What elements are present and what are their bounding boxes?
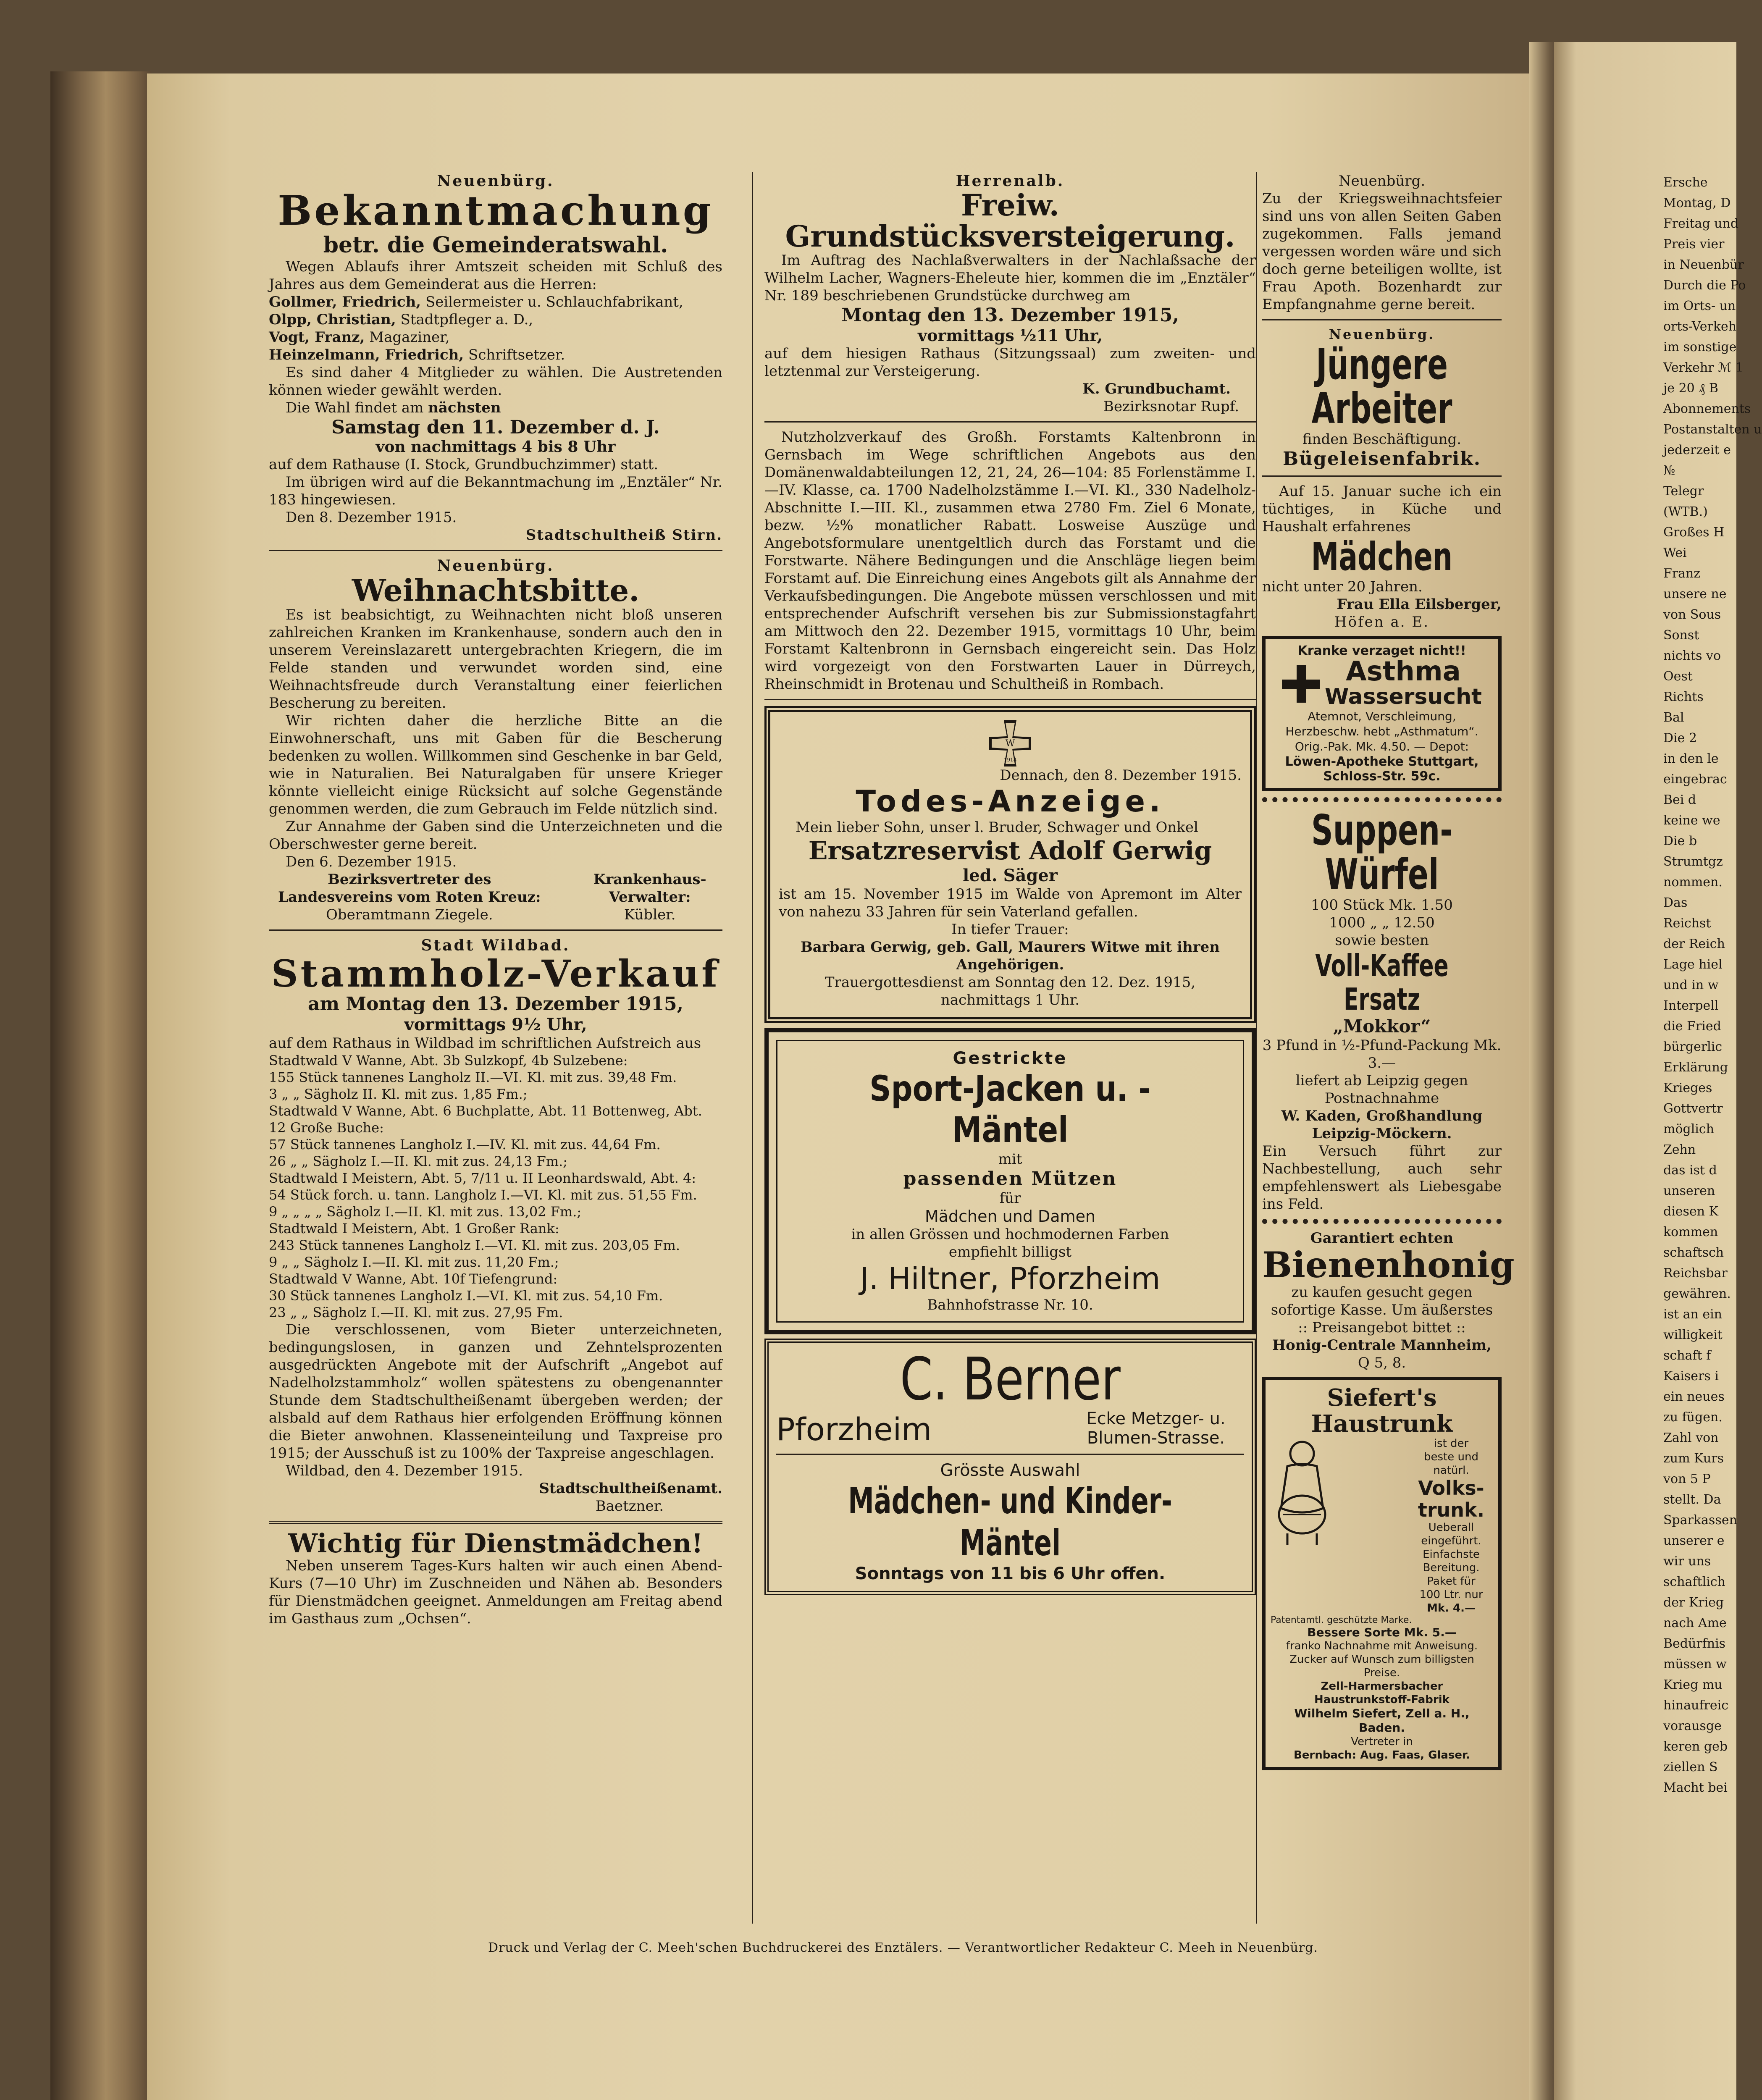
- facing-page-line: unserer e: [1663, 1533, 1725, 1548]
- facing-page-line: schaft f: [1663, 1348, 1711, 1363]
- ad-text: Neben unserem Tages-Kurs halten wir auch einen Abend-Kurs (7—10 Uhr) im Zuschneiden und Nähen ab. Besonders für Dienstmädchen geeignet. Anmeldungen am Freitag abend im Gasthaus zum „Ochsen“.: [269, 1557, 722, 1627]
- ad-line: Ein Versuch führt zur Nachbestellung, auch sehr empfehlenswert als Liebesgabe ins Feld.: [1262, 1142, 1502, 1213]
- candidate-role: Schriftsetzer.: [468, 346, 565, 363]
- ad-company: [776, 1345, 1244, 1414]
- facing-page-line: im sonstige: [1663, 340, 1737, 354]
- facing-page-line: Ersche: [1663, 175, 1708, 190]
- notice-date: Montag den 13. Dezember 1915,: [841, 304, 1179, 326]
- facing-page-line: Krieg mu: [1663, 1677, 1723, 1692]
- ad-line: Bereitung.: [1423, 1562, 1480, 1575]
- deceased-name: Ersatzreservist Adolf Gerwig: [808, 836, 1212, 866]
- facing-page-line: Verkehr ℳ 1: [1663, 360, 1744, 375]
- facing-page-line: hinaufreic: [1663, 1698, 1729, 1713]
- facing-page-line: Franz: [1663, 566, 1701, 581]
- notice-office: Stadtschultheißenamt.: [539, 1480, 722, 1497]
- cross-letter: W: [1005, 738, 1015, 749]
- ad-line: Bessere Sorte Mk. 5.—: [1307, 1625, 1457, 1640]
- notice-time: vormittags ½11 Uhr,: [917, 326, 1103, 345]
- divider: [269, 929, 722, 931]
- ad-line: Sonntags von 11 bis 6 Uhr offen.: [855, 1564, 1166, 1583]
- facing-page-line: unseren: [1663, 1184, 1715, 1198]
- column-rule: [752, 172, 753, 1924]
- ad-line: Zell-Harmersbacher Haustrunkstoff-Fabrik: [1314, 1680, 1450, 1706]
- facing-page-lines: [1663, 172, 1762, 1798]
- ad-arbeiter: [1262, 326, 1502, 470]
- notice-text-part: Die Wahl findet am: [286, 399, 424, 416]
- notice-text: Es sind daher 4 Mitglieder zu wählen. Die Austretenden können wieder gewählt werden.: [269, 364, 722, 399]
- divider: [1262, 319, 1502, 320]
- facing-page-line: von Sous: [1663, 607, 1721, 622]
- service-line: Trauergottesdienst am Sonntag den 12. Dez. 1915, nachmittags 1 Uhr.: [825, 974, 1196, 1008]
- facing-page-line: je 20 ₰ B: [1663, 381, 1718, 396]
- lot-line: Stadtwald V Wanne, Abt. 10f Tiefengrund:: [269, 1270, 558, 1287]
- facing-page-line: Sparkassen: [1663, 1513, 1737, 1528]
- lot-line: Stadtwald V Wanne, Abt. 6 Buchplatte, Abt. 11 Bottenweg, Abt. 12 Große Buche:: [269, 1102, 702, 1136]
- signature-heading: Bezirksvertreter des Landesvereins vom Roten Kreuz:: [278, 871, 541, 906]
- ad-title: [776, 1480, 1244, 1564]
- ad-title-text: Jüngere Arbeiter: [1311, 340, 1452, 433]
- notice-weihnachtsbitte: [269, 557, 722, 924]
- facing-page-line: nach Ame: [1663, 1616, 1727, 1630]
- lot-line: 54 Stück forch. u. tann. Langholz I.—VI. Kl. mit zus. 51,55 Fm.: [269, 1186, 697, 1203]
- lot-line: Stadtwald I Meistern, Abt. 5, 7/11 u. II Leonhardswald, Abt. 4:: [269, 1170, 696, 1186]
- ad-siefert: [1262, 1377, 1502, 1770]
- facing-page-line: willigkeit: [1663, 1328, 1723, 1342]
- facing-page-line: Macht bei: [1663, 1780, 1728, 1795]
- facing-page-line: und in w: [1663, 978, 1719, 992]
- grief-line: In tiefer Trauer:: [951, 921, 1069, 938]
- facing-page-line: Abonnements: [1663, 402, 1751, 416]
- ad-line: 100 Stück Mk. 1.50: [1311, 897, 1453, 914]
- ad-title-row: [1270, 658, 1494, 709]
- facing-page-line: Postanstalten u: [1663, 422, 1762, 437]
- facing-page-line: Das: [1663, 895, 1688, 910]
- facing-page-line: Krieges: [1663, 1081, 1712, 1095]
- lot-list: [269, 1052, 722, 1321]
- facing-page-line: Bedürfnis: [1663, 1636, 1726, 1651]
- candidate-role: Stadtpfleger a. D.,: [400, 311, 533, 328]
- ad-line: finden Beschäftigung.: [1302, 431, 1462, 448]
- facing-page-line: ein neues: [1663, 1389, 1725, 1404]
- divider: [1262, 797, 1502, 802]
- facing-page-line: müssen w: [1663, 1657, 1727, 1672]
- divider: [269, 1521, 722, 1524]
- candidate-name: Vogt, Franz,: [269, 328, 365, 346]
- notice-dated: Den 8. Dezember 1915.: [286, 509, 457, 526]
- ad-line: zu kaufen gesucht gegen sofortige Kasse. Um äußerstes: [1271, 1284, 1493, 1318]
- facing-page-line: wir uns: [1663, 1554, 1711, 1569]
- ad-berner: [764, 1339, 1256, 1595]
- notice-time: vormittags 9½ Uhr,: [404, 1014, 587, 1034]
- facing-page-line: Montag, D: [1663, 196, 1731, 210]
- facing-page-line: Strumtgz: [1663, 854, 1723, 869]
- lot-line: 57 Stück tannenes Langholz I.—IV. Kl. mit zus. 44,64 Fm.: [269, 1136, 661, 1152]
- notice-time: von nachmittags 4 bis 8 Uhr: [376, 438, 616, 456]
- notice-text: [269, 399, 722, 417]
- notice-text: Die verschlossenen, vom Bieter unterzeichneten, bedingungslosen, in ganzen und Zehntelsprozenten ausgedrückten Angebote mit der Aufschrift „Angebot auf Nadelholzstammholz“ wollen spätestens zu obengenannter Stunde dem Stadtschultheißenamt übergeben werden; der alsbald auf dem Rathaus hier erfolgenden Eröffnung können die Bieter anwohnen. Klasseneinteilung und Taxpreise pro 1915; der Ausschuß ist zu 100% der Taxpreise angeschlagen.: [269, 1321, 722, 1462]
- lot-line: 26 „ „ Sägholz I.—II. Kl. mit zus. 24,13 Fm.;: [269, 1153, 568, 1169]
- ad-line: natürl.: [1433, 1464, 1469, 1477]
- notice-dated: Den 6. Dezember 1915.: [286, 853, 457, 871]
- facing-page-line: zu fügen.: [1663, 1410, 1723, 1425]
- ad-suppenwuerfel: [1262, 808, 1502, 1213]
- notice-text: auf dem hiesigen Rathaus (Sitzungssaal) zum zweiten- und letztenmal zur Versteigerung.: [764, 345, 1256, 380]
- ad-title-text: Suppen-Würfel: [1311, 806, 1453, 899]
- ad-line: „Mokkor“: [1333, 1016, 1431, 1037]
- ad-line: Gestrickte: [953, 1049, 1068, 1068]
- ad-signature: Höfen a. E.: [1334, 614, 1430, 631]
- lot-line: 23 „ „ Sägholz I.—II. Kl. mit zus. 27,95 Fm.: [269, 1304, 563, 1320]
- ad-line: ist der: [1434, 1437, 1469, 1450]
- ad-title: [785, 1068, 1235, 1150]
- ad-line: Patentamtl. geschützte Marke.: [1271, 1615, 1412, 1626]
- facing-page-line: der Reich: [1663, 937, 1725, 951]
- facing-page-line: Zahl von: [1663, 1431, 1719, 1445]
- facing-page-line: keren geb: [1663, 1739, 1728, 1754]
- facing-page-line: Richts: [1663, 690, 1704, 704]
- notice-title: Weihnachtsbitte.: [352, 572, 640, 608]
- ad-side-text: [1409, 1437, 1493, 1615]
- ad-line: liefert ab Leipzig gegen Postnachnahme: [1295, 1072, 1468, 1107]
- ad-title-text: Mädchen: [1311, 534, 1453, 579]
- brewer-figure-icon: [1271, 1437, 1334, 1615]
- ad-maedchen: [1262, 483, 1502, 631]
- facing-page-line: Preis vier: [1663, 237, 1725, 252]
- death-title: Todes-Anzeige.: [856, 784, 1165, 819]
- ad-line: 1000 „ „ 12.50: [1329, 914, 1435, 932]
- notice-gemeinderatswahl: [269, 172, 722, 544]
- ad-address-row: [776, 1409, 1244, 1448]
- ad-company: J. Hiltner, Pforzheim: [860, 1261, 1161, 1296]
- family-line: Barbara Gerwig, geb. Gall, Maurers Witwe mit ihren Angehörigen.: [800, 939, 1220, 973]
- divider: [764, 421, 1256, 423]
- ad-dienstmaedchen: [269, 1530, 722, 1628]
- notice-title: Freiw. Grundstücksversteigerung.: [785, 188, 1235, 254]
- candidate-list: [269, 293, 722, 364]
- candidate-role: Magaziner,: [369, 328, 450, 346]
- candidate-row: [269, 328, 722, 346]
- column-2: [764, 172, 1256, 1599]
- place-label: Neuenbürg.: [437, 172, 554, 190]
- lot-line: 9 „ „ Sägholz I.—II. Kl. mit zus. 11,20 Fm.;: [269, 1254, 559, 1270]
- ad-line: Schloss-Str. 59c.: [1323, 769, 1441, 784]
- book-edge: [50, 71, 151, 2100]
- signature-left: [269, 871, 550, 924]
- facing-page-line: Bei d: [1663, 793, 1696, 807]
- facing-page-line: im Orts- un: [1663, 299, 1736, 313]
- ad-line: Honig-Centrale Mannheim,: [1272, 1336, 1492, 1354]
- facing-page-line: die Fried: [1663, 1019, 1721, 1034]
- facing-page-line: möglich: [1663, 1122, 1715, 1137]
- ad-line: passenden Mützen: [903, 1168, 1117, 1189]
- candidate-row: [269, 293, 722, 311]
- ad-asthma: [1262, 636, 1502, 791]
- divider: [1262, 1219, 1502, 1224]
- notice-title: Stammholz-Verkauf: [271, 952, 720, 996]
- death-text: ist am 15. November 1915 im Walde von Apremont im Alter von nahezu 33 Jahren für sein Vaterland gefallen.: [779, 886, 1242, 920]
- facing-page-line: in den le: [1663, 751, 1719, 766]
- facing-page-line: kommen: [1663, 1225, 1718, 1239]
- facing-page-line: bürgerlic: [1663, 1040, 1723, 1054]
- ad-line: Garantiert echten: [1310, 1229, 1454, 1247]
- ad-title-text: Voll-Kaffee Ersatz: [1315, 948, 1449, 1017]
- lot-line: 243 Stück tannenes Langholz I.—VI. Kl. mit zus. 203,05 Fm.: [269, 1237, 680, 1253]
- lot-line: Stadtwald V Wanne, Abt. 3b Sulzkopf, 4b Sulzebene:: [269, 1052, 628, 1068]
- notice-subtitle: betr. die Gemeinderatswahl.: [323, 232, 668, 258]
- facing-page-line: (WTB.): [1663, 504, 1708, 519]
- ad-line: W. Kaden, Großhandlung Leipzig-Möckern.: [1281, 1107, 1483, 1142]
- ad-company: Bügeleisenfabrik.: [1282, 448, 1481, 470]
- ad-line: Mädchen und Damen: [924, 1207, 1096, 1226]
- notice-text: Zur Annahme der Gaben sind die Unterzeichneten und die Oberschwester gerne bereit.: [269, 818, 722, 853]
- signature-name: Kübler.: [624, 906, 676, 924]
- facing-page-line: in Neuenbür: [1663, 257, 1744, 272]
- candidate-role: Seilermeister u. Schlauchfabrikant,: [425, 293, 683, 310]
- ad-line: Kranke verzaget nicht!!: [1297, 643, 1466, 659]
- ad-line: 3 Pfund in ½-Pfund-Packung Mk. 3.—: [1262, 1037, 1502, 1071]
- facing-page-line: schaftsch: [1663, 1245, 1724, 1260]
- ad-text: Atemnot, Verschleimung, Herzbeschw. hebt „Asthmatum“. Orig.-Pak. Mk. 4.50. — Depot:: [1285, 709, 1478, 754]
- ad-line: franko Nachnahme mit Anweisung.: [1286, 1640, 1478, 1653]
- ad-line: Wilhelm Siefert, Zell a. H., Baden.: [1294, 1706, 1470, 1735]
- facing-page-line: der Krieg: [1663, 1595, 1724, 1610]
- notice-text: Wegen Ablaufs ihrer Amtszeit scheiden mit Schluß des Jahres aus dem Gemeinderat aus die Herren:: [269, 258, 722, 293]
- iron-cross-icon: [987, 720, 1033, 766]
- notice-stammholz: [269, 937, 722, 1515]
- facing-page-line: orts-Verkeh: [1663, 319, 1737, 334]
- facing-page-line: Gottvertr: [1663, 1101, 1723, 1116]
- ad-line: Ueberall: [1428, 1521, 1474, 1534]
- lot-line: 30 Stück tannenes Langholz I.—VI. Kl. mit zus. 54,10 Fm.: [269, 1287, 663, 1304]
- facing-page-line: Sonst: [1663, 628, 1699, 643]
- lot-line: 155 Stück tannenes Langholz II.—VI. Kl. mit zus. 39,48 Fm.: [269, 1069, 677, 1085]
- facing-page-line: Die 2: [1663, 731, 1697, 746]
- ad-title: Asthma: [1346, 656, 1461, 688]
- facing-page-line: vorausge: [1663, 1719, 1722, 1733]
- ad-body: [1271, 1437, 1493, 1615]
- place-label: Neuenbürg.: [437, 556, 554, 575]
- signature-heading: Krankenhaus-Verwalter:: [593, 871, 706, 906]
- candidate-name: Olpp, Christian,: [269, 311, 396, 328]
- facing-page-line: Interpell: [1663, 998, 1719, 1013]
- candidate-name: Heinzelmann, Friedrich,: [269, 346, 464, 363]
- ad-title: [1262, 536, 1502, 578]
- notice-signature: Stadtschultheiß Stirn.: [525, 526, 722, 543]
- notice-signature: Bezirksnotar Rupf.: [1103, 398, 1239, 415]
- divider: [1262, 475, 1502, 477]
- column-3: [1262, 172, 1515, 1774]
- candidate-row: [269, 346, 722, 364]
- ad-line: :: Preisangebot bittet ::: [1298, 1319, 1466, 1336]
- ad-line: Einfachste: [1423, 1548, 1480, 1561]
- ad-line: mit: [998, 1151, 1022, 1168]
- notice-office: K. Grundbuchamt.: [1082, 381, 1231, 397]
- facing-page-line: ziellen S: [1663, 1760, 1718, 1774]
- place-label: Neuenbürg.: [1329, 326, 1435, 342]
- ad-title-text: Mädchen- und Kinder-Mäntel: [848, 1480, 1172, 1564]
- notice-text: auf dem Rathause (I. Stock, Grundbuchzimmer) statt.: [269, 456, 659, 473]
- notice-nutzholz: [764, 428, 1256, 693]
- facing-page-line: schaftlich: [1663, 1575, 1725, 1589]
- notice-text: auf dem Rathaus in Wildbad im schriftlichen Aufstreich aus: [269, 1034, 701, 1052]
- facing-page-line: Reichsbar: [1663, 1266, 1728, 1281]
- red-cross-icon: [1282, 665, 1320, 703]
- ad-title: [1262, 806, 1502, 899]
- brewer-figure: [1271, 1437, 1334, 1546]
- ad-line: Zucker auf Wunsch zum billigsten Preise.: [1289, 1653, 1474, 1680]
- facing-page-line: zum Kurs: [1663, 1451, 1724, 1466]
- facing-page-line: keine we: [1663, 813, 1720, 828]
- divider: [764, 699, 1256, 700]
- lot-line: 9 „ „ „ „ Sägholz I.—II. Kl. mit zus. 13,02 Fm.;: [269, 1203, 582, 1220]
- ad-line: 100 Ltr. nur: [1419, 1588, 1483, 1601]
- notice-title: Bekanntmachung: [278, 187, 714, 234]
- ad-city: Pforzheim: [776, 1412, 932, 1448]
- notice-versteigerung: [764, 172, 1256, 415]
- notice-text: Im Auftrag des Nachlaßverwalters in der Nachlaßsache der Wilhelm Lacher, Wagners-Eheleute hier, kommen die im „Enztäler“ Nr. 189 beschriebenen Grundstücke durchweg am: [764, 252, 1256, 304]
- ad-sport-jacken: [764, 1028, 1256, 1334]
- notice-text: Nutzholzverkauf des Großh. Forstamts Kaltenbronn in Gernsbach im Wege schriftlichen Angebots aus den Domänenwaldabteilungen 12, 21, 24, 26—104: 85 Forlenstämme I.—IV. Klasse, ca. 1700 Nadelholzstämme I.—VI. Kl., 330 Nadelholz-Abschnitte I.—III. Kl., zusammen etwa 2780 Fm. Ziel 6 Monate, bezw. ½% monatlicher Rabatt. Losweise Auszüge und Angebotsformulare unentgeltlich durch das Forstamt und die Forstwarte. Nähere Bedingungen und die Anschläge liegen beim Forstamt auf. Die Einreichung eines Angebots gilt als Annahme der Verkaufsbedingungen. Die Angebote müssen verschlossen und mit entsprechender Aufschrift versehen bis zur Submissionstagfahrt am Mittwoch den 22. Dezember 1915, vormittags 10 Uhr, beim Forstamt Kaltenbronn in Gernsbach eingereicht sein. Das Holz wird vorgezeigt von den Forstwarten Lauer in Dürreych, Rheinschmidt in Brotenau und Schultheiß in Rombach.: [764, 429, 1256, 693]
- ad-bienenhonig: [1262, 1229, 1515, 1372]
- notice-signature: Baetzner.: [595, 1497, 664, 1515]
- ad-line: trunk.: [1418, 1499, 1485, 1522]
- ad-line: Paket für: [1427, 1575, 1476, 1588]
- facing-page-line: unsere ne: [1663, 587, 1727, 601]
- ad-text: Auf 15. Januar suche ich ein tüchtiges, in Küche und Haushalt erfahrenes: [1262, 483, 1502, 535]
- notice-text-emph: nächsten: [428, 399, 501, 416]
- ad-text: nicht unter 20 Jahren.: [1262, 578, 1423, 596]
- ad-title: [1262, 949, 1502, 1016]
- facing-page-line: ist an ein: [1663, 1307, 1722, 1322]
- ad-company-text: C. Berner: [900, 1345, 1121, 1414]
- ad-title: Siefert's: [1327, 1383, 1437, 1412]
- facing-page-line: Wei: [1663, 546, 1687, 560]
- candidate-name: Gollmer, Friedrich,: [269, 293, 421, 310]
- lot-line: 3 „ „ Sägholz II. Kl. mit zus. 1,85 Fm.;: [269, 1086, 528, 1102]
- notice-kriegsweihnacht: [1262, 172, 1502, 313]
- facing-page-line: Zehn: [1663, 1142, 1696, 1157]
- cross-year: 1914: [1003, 757, 1017, 763]
- notice-text: Im übrigen wird auf die Bekanntmachung im „Enztäler“ Nr. 183 hingewiesen.: [269, 473, 722, 508]
- facing-page-text: [1663, 172, 1762, 1798]
- ad-title-stack: [1325, 658, 1482, 709]
- notice-date: Samstag den 11. Dezember d. J.: [331, 416, 660, 438]
- ad-title: Bienenhonig: [1262, 1244, 1515, 1286]
- divider: [269, 550, 722, 551]
- facing-page-line: Erklärung: [1663, 1060, 1728, 1075]
- notice-text: Zu der Kriegsweihnachtsfeier sind uns von allen Seiten Gaben zugekommen. Falls jemand vergessen worden wäre und sich doch gerne beteiligen wollte, ist Frau Apoth. Bozenhardt zur Empfangnahme gerne bereit.: [1262, 190, 1502, 313]
- ad-line: in allen Grössen und hochmodernen Farben: [851, 1226, 1169, 1243]
- ad-line: Grösste Auswahl: [940, 1461, 1080, 1480]
- notice-text: Es ist beabsichtigt, zu Weihnachten nicht bloß unseren zahlreichen Kranken im Krankenhause, sondern auch den in unserem Vereinslazarett untergebrachten Kriegern, die im Felde standen und verwundet worden sind, eine Weihnachtsfreude durch Veranstaltung einer feierlichen Bescherung zu bereiten.: [269, 606, 722, 712]
- facing-page-line: Großes H: [1663, 525, 1725, 540]
- ad-line: für: [999, 1190, 1021, 1207]
- ad-signature: Frau Ella Eilsberger,: [1337, 596, 1502, 613]
- death-notice: [764, 706, 1256, 1023]
- ad-address: Bahnhofstrasse Nr. 10.: [927, 1297, 1093, 1313]
- candidate-row: [269, 311, 722, 328]
- imprint-footer: Druck und Verlag der C. Meeh'schen Buchdruckerei des Enztälers. — Verantwortlicher Redakteur C. Meeh in Neuenbürg.: [488, 1940, 1318, 1955]
- facing-page-line: Lage hiel: [1663, 957, 1723, 972]
- ad-address: Ecke Metzger- u. Blumen-Strasse.: [1086, 1409, 1226, 1448]
- place-label: Neuenbürg.: [1338, 173, 1426, 189]
- column-1: [269, 172, 722, 1633]
- facing-page-line: das ist d: [1663, 1163, 1717, 1178]
- ad-inner-frame: [776, 1040, 1244, 1323]
- ad-title: Wassersucht: [1324, 684, 1482, 710]
- deceased-job: led. Säger: [963, 866, 1058, 885]
- facing-page-line: nommen.: [1663, 875, 1723, 890]
- signature-name: Oberamtmann Ziegele.: [326, 906, 493, 924]
- facing-page-line: eingebrac: [1663, 772, 1727, 787]
- ad-line: Bernbach: Aug. Faas, Glaser.: [1293, 1749, 1471, 1762]
- notice-dated: Wildbad, den 4. Dezember 1915.: [286, 1462, 523, 1479]
- ad-line: Löwen-Apotheke Stuttgart,: [1285, 754, 1479, 769]
- facing-page-line: von 5 P: [1663, 1472, 1711, 1486]
- ad-line: Volks-: [1418, 1477, 1484, 1500]
- notice-text: Wir richten daher die herzliche Bitte an die Einwohnerschaft, uns mit Gaben für die Bescherung bedenken zu wollen. Willkommen sind Geschenke in bar Geld, wie in Naturalien. Bei Naturalgaben für unsere Krieger könnte vielleicht einige Rücksicht auf solche Gegenstände genommen werden, die zum Gebrauch im Felde nützlich sind.: [269, 712, 722, 818]
- signature-block: [269, 871, 722, 924]
- ad-line: eingeführt.: [1421, 1535, 1481, 1548]
- signature-right: [577, 871, 722, 924]
- notice-date: am Montag den 13. Dezember 1915,: [307, 993, 683, 1015]
- iron-cross-graphic: [987, 720, 1033, 766]
- lot-line: Stadtwald I Meistern, Abt. 1 Großer Rank:: [269, 1220, 559, 1236]
- facing-page-line: Reichst: [1663, 916, 1711, 931]
- ad-line: sowie besten: [1335, 932, 1429, 949]
- facing-page-line: stellt. Da: [1663, 1492, 1721, 1507]
- column-rule: [1256, 172, 1257, 1924]
- facing-page-line: Die b: [1663, 834, 1697, 848]
- ad-line: beste und: [1424, 1451, 1478, 1464]
- facing-page-line: Kaisers i: [1663, 1369, 1719, 1383]
- facing-page-line: gewähren.: [1663, 1286, 1731, 1301]
- ad-title-text: Sport-Jacken u. -Mäntel: [869, 1068, 1151, 1150]
- death-place-date: Dennach, den 8. Dezember 1915.: [1000, 767, 1242, 784]
- facing-page-line: Oest: [1663, 669, 1693, 684]
- place-label: Stadt Wildbad.: [421, 937, 570, 955]
- facing-page-line: Durch die Po: [1663, 278, 1746, 293]
- ad-line: empfiehlt billigst: [948, 1244, 1072, 1260]
- facing-page-line: nichts vo: [1663, 648, 1721, 663]
- death-text: Mein lieber Sohn, unser l. Bruder, Schwager und Onkel: [796, 819, 1198, 836]
- ad-line: Vertreter in: [1351, 1735, 1413, 1748]
- ad-title: [1262, 340, 1502, 433]
- ad-title: Wichtig für Dienstmädchen!: [288, 1528, 703, 1559]
- place-label: Herrenalb.: [956, 172, 1065, 190]
- ad-title: Haustrunk: [1311, 1410, 1453, 1438]
- facing-page-line: jederzeit e: [1663, 443, 1731, 457]
- facing-page-line: Bal: [1663, 710, 1684, 725]
- facing-page-line: Freitag und: [1663, 216, 1739, 231]
- facing-page-line: №: [1663, 463, 1675, 478]
- divider: [776, 1454, 1244, 1455]
- facing-page-line: Telegr: [1663, 484, 1704, 499]
- ad-line: Mk. 4.—: [1426, 1602, 1476, 1615]
- ad-line: Q 5, 8.: [1358, 1354, 1406, 1371]
- facing-page-line: diesen K: [1663, 1204, 1718, 1219]
